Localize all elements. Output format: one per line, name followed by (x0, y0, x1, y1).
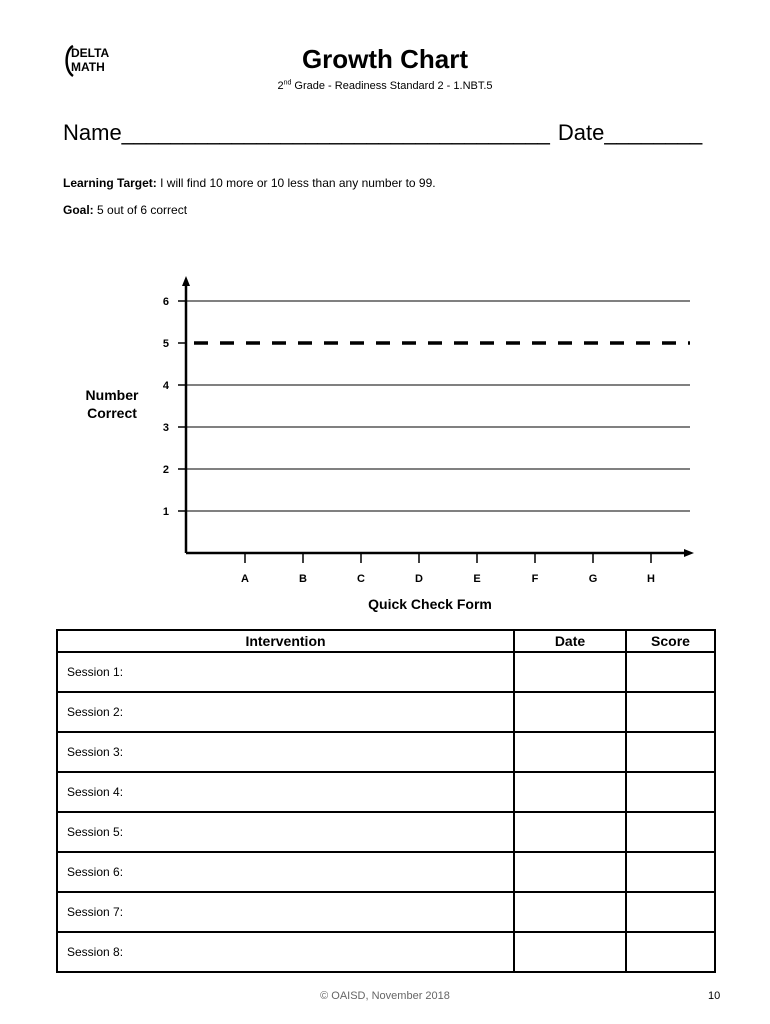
copyright: © OAISD, November 2018 (320, 990, 450, 1002)
y-tick-label: 3 (162, 422, 169, 434)
grade-suffix: nd (283, 79, 292, 87)
svg-text:DELTA: DELTA (71, 46, 110, 60)
y-tick-label: 4 (162, 380, 169, 392)
subtitle-text: Grade - Readiness Standard 2 - 1.NBT.5 (291, 80, 493, 92)
table-row (57, 852, 715, 892)
table-row (57, 772, 715, 812)
x-axis-arrow (684, 549, 694, 557)
session-score-cell[interactable] (626, 892, 715, 932)
page-number: 10 (708, 990, 721, 1002)
session-date-cell[interactable] (514, 812, 626, 852)
session-date-cell[interactable] (514, 732, 626, 772)
column-header-intervention: Intervention (57, 630, 514, 652)
grade-number: 2 (277, 80, 284, 92)
session-label[interactable]: Session 5: (57, 812, 514, 852)
page-subtitle (0, 80, 770, 92)
session-date-cell[interactable] (514, 892, 626, 932)
y-axis-label: Number Correct (85, 387, 139, 421)
learning-target (63, 176, 436, 190)
x-tick-label: E (473, 573, 481, 585)
goal (63, 203, 187, 217)
session-label[interactable]: Session 3: (57, 732, 514, 772)
session-label[interactable]: Session 2: (57, 692, 514, 732)
session-label[interactable]: Session 1: (57, 652, 514, 692)
table-header-row (57, 630, 715, 652)
y-tick-label: 5 (162, 338, 169, 350)
table-row (57, 932, 715, 972)
x-axis-label: Quick Check Form (368, 596, 492, 612)
table-row (57, 692, 715, 732)
date-field[interactable]: Date________ (557, 120, 703, 145)
session-score-cell[interactable] (626, 852, 715, 892)
y-tick-label: 2 (162, 464, 169, 476)
x-tick-label: G (588, 573, 598, 585)
learning-target-text: I will find 10 more or 10 less than any number to 99. (156, 176, 436, 190)
learning-target-label: Learning Target: (63, 176, 157, 190)
session-score-cell[interactable] (626, 772, 715, 812)
session-label[interactable]: Session 6: (57, 852, 514, 892)
session-date-cell[interactable] (514, 692, 626, 732)
session-label[interactable]: Session 4: (57, 772, 514, 812)
table-row (57, 652, 715, 692)
session-label[interactable]: Session 8: (57, 932, 514, 972)
table-row (57, 812, 715, 852)
column-header-date: Date (514, 630, 626, 652)
y-tick-label: 6 (162, 296, 169, 308)
x-tick-label: D (415, 573, 423, 585)
session-label[interactable]: Session 7: (57, 892, 514, 932)
svg-text:MATH: MATH (71, 60, 105, 74)
name-date-line (63, 120, 702, 146)
y-tick-label: 1 (162, 506, 169, 518)
session-date-cell[interactable] (514, 852, 626, 892)
session-score-cell[interactable] (626, 732, 715, 772)
table-row (57, 732, 715, 772)
name-field[interactable]: Name___________________________________ (63, 120, 550, 145)
y-axis-arrow (182, 276, 190, 286)
x-tick-label: C (357, 573, 365, 585)
goal-label: Goal: (63, 203, 94, 217)
intervention-table (56, 629, 716, 973)
goal-text: 5 out of 6 correct (93, 203, 188, 217)
session-score-cell[interactable] (626, 692, 715, 732)
table-row (57, 892, 715, 932)
x-tick-label: F (531, 573, 539, 585)
x-tick-label: A (241, 573, 249, 585)
session-score-cell[interactable] (626, 652, 715, 692)
session-date-cell[interactable] (514, 932, 626, 972)
x-tick-label: B (299, 573, 307, 585)
session-score-cell[interactable] (626, 932, 715, 972)
session-date-cell[interactable] (514, 652, 626, 692)
session-score-cell[interactable] (626, 812, 715, 852)
column-header-score: Score (626, 630, 715, 652)
page-title: Growth Chart (301, 44, 469, 74)
x-tick-label: H (647, 573, 655, 585)
session-date-cell[interactable] (514, 772, 626, 812)
